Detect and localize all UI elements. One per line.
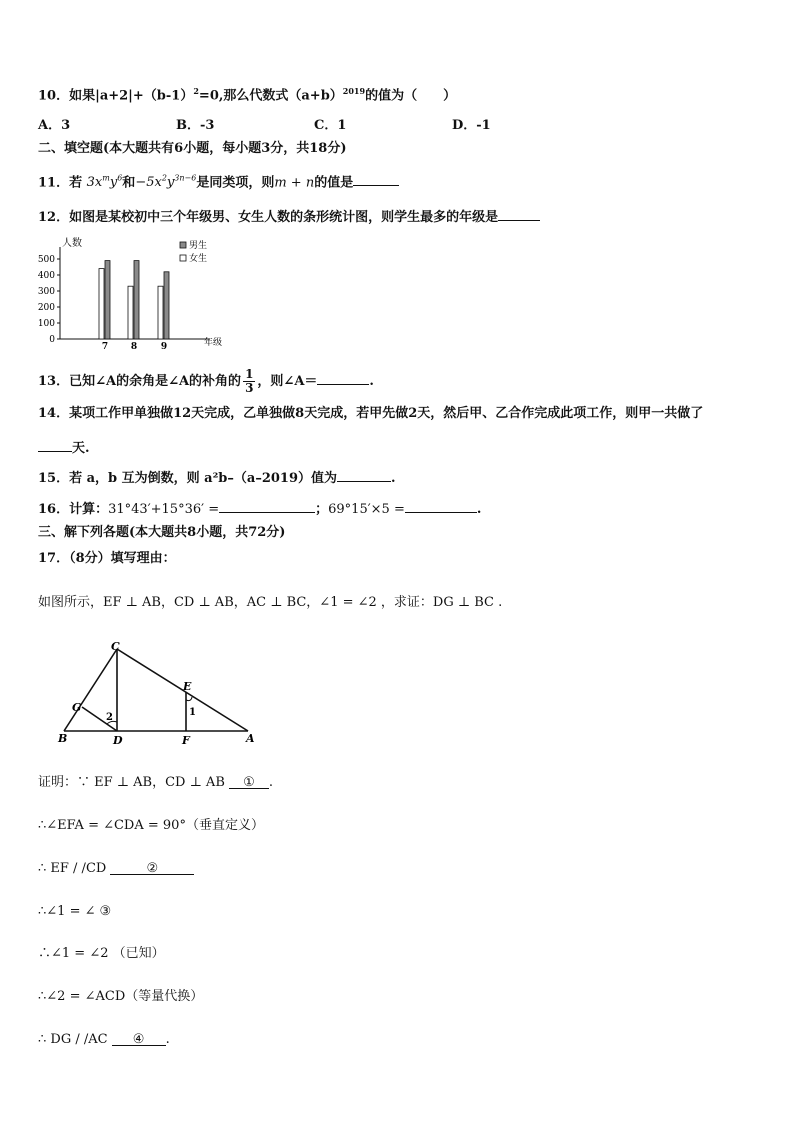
answer-blank-13[interactable] — [317, 370, 369, 385]
legend-swatch-girls — [180, 255, 186, 261]
answer-blank-16a[interactable] — [219, 498, 315, 513]
chart-axes — [57, 247, 210, 339]
proof-line — [38, 1031, 170, 1049]
y-tick-label: 0 — [49, 335, 55, 345]
answer-blank-11[interactable] — [353, 171, 399, 186]
label-angle-2: 2 — [106, 712, 113, 723]
label-b: B — [58, 732, 68, 745]
proof-blank[interactable]: ② — [110, 860, 194, 875]
question-14-cont: 天. — [38, 437, 90, 458]
bar-chart — [30, 236, 230, 356]
question-14: 14．某项工作甲单独做12天完成，乙单独做8天完成，若甲先做2天，然后甲、乙合作完成此项工作，则甲一共做了 — [38, 406, 704, 421]
proof-blank[interactable]: ① — [229, 774, 269, 789]
bar-girls — [128, 286, 133, 339]
question-17-given: 如图所示，EF ⊥ AB，CD ⊥ AB，AC ⊥ BC，∠1 = ∠2 ，求证：DG ⊥ BC . — [38, 595, 503, 610]
chart-bars — [99, 261, 169, 339]
label-e: E — [183, 680, 192, 693]
choice-c: C．1 — [314, 118, 347, 133]
proof-blank[interactable]: ④ — [112, 1031, 166, 1046]
proof-line — [38, 945, 165, 963]
proof-line — [38, 860, 194, 878]
choice-b: B．-3 — [176, 118, 215, 133]
y-tick-label: 100 — [37, 319, 55, 329]
y-tick-label: 200 — [37, 303, 55, 313]
proof-line — [38, 817, 264, 835]
choice-a: A．3 — [38, 118, 71, 133]
y-axis-label: 人数 — [62, 238, 82, 249]
proof-text: ∴∠1 = ∠2 （已知） — [38, 946, 165, 961]
question-17: 17．（8分）填写理由： — [38, 551, 176, 566]
answer-blank-16b[interactable] — [405, 498, 477, 513]
question-16: 16．计算：31°43′+15°36′ = ；69°15′×5 = . — [38, 498, 481, 519]
proof-text: ∴∠1 = ∠ — [38, 904, 96, 919]
bar-girls — [158, 286, 163, 339]
question-12: 12．如图是某校初中三个年级男、女生人数的条形统计图，则学生最多的年级是 — [38, 206, 540, 227]
choice-d: D．-1 — [452, 118, 491, 133]
proof-line — [38, 988, 203, 1006]
bar-boys — [134, 261, 139, 339]
question-10: 10．如果$|a+2|+(b-1)^2=0$,那么代数式$(a+b)^{2019}$的值为（ ） — [38, 86, 457, 104]
question-13: 13．已知∠A的余角是∠A的补角的 $\frac{1}{3}$ ，则∠A＝ . — [38, 367, 374, 395]
legend-label-girls: 女生 — [189, 254, 208, 264]
y-tick-label: 500 — [37, 255, 55, 265]
label-d: D — [113, 734, 123, 747]
bar-girls — [99, 269, 104, 339]
section-2-heading: 二、填空题(本大题共有6小题，每小题3分，共18分) — [38, 141, 347, 156]
label-angle-1: 1 — [189, 707, 196, 718]
fraction-one-third: $\frac{1}{3}$ — [245, 367, 254, 395]
proof-text: ∴∠2 = ∠ACD（等量代换） — [38, 989, 204, 1004]
angle-1-arc — [186, 697, 192, 701]
question-11: 11．若 $3x^my^6$和$-5x^2y^{3n-6}$是同类项，则m + n的值是 — [38, 170, 399, 192]
proof-text: 证明：∵ EF ⊥ AB，CD ⊥ AB — [38, 775, 225, 790]
bar-boys — [105, 261, 110, 339]
answer-blank-15[interactable] — [337, 467, 391, 482]
label-a: A — [246, 732, 255, 745]
triangle-figure — [55, 640, 285, 750]
y-tick-label: 400 — [37, 271, 55, 281]
x-tick-label: 7 — [101, 342, 109, 352]
section-3-heading: 三、解下列各题(本大题共8小题，共72分) — [38, 525, 286, 540]
y-tick-label: 300 — [37, 287, 55, 297]
answer-blank-12[interactable] — [498, 206, 540, 221]
bar-boys — [164, 272, 169, 339]
legend-swatch-boys — [180, 242, 186, 248]
answer-blank-14[interactable] — [38, 437, 72, 452]
proof-tail: . — [165, 1032, 170, 1047]
x-axis-label: 年级 — [204, 338, 223, 348]
question-15: 15．若 a，b 互为倒数，则 a²b–（a–2019）值为 . — [38, 467, 396, 488]
x-tick-label: 8 — [130, 342, 138, 352]
proof-tail: . — [268, 775, 274, 790]
proof-text: ∴ DG / /AC — [38, 1032, 108, 1047]
x-tick-label: 9 — [160, 342, 168, 352]
proof-line: ∴∠1 = ∠ ③ — [38, 904, 112, 919]
label-f: F — [182, 734, 190, 747]
label-c: C — [111, 640, 120, 653]
proof-text: ∴ EF / /CD — [38, 861, 107, 876]
legend-label-boys: 男生 — [189, 241, 208, 251]
proof-text: ∴∠EFA = ∠CDA = 90°（垂直定义） — [38, 818, 264, 833]
proof-line — [38, 774, 273, 792]
label-g: G — [72, 701, 82, 714]
